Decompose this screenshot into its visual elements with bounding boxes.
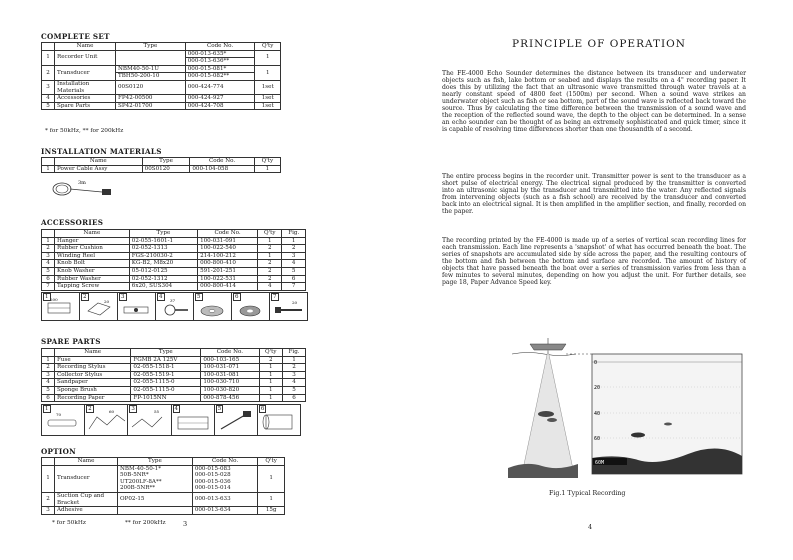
paragraph-1: The FE-4000 Echo Sounder determines the distance between its transducer and underwater objects such as fish, lake bottom or seabed and displays the results on a 4" recording paper. It does this by utilizing the fact that an ultrasonic wave transmitted through water travels at a nearly constant speed of 4800 feet (1500m) per second. When a sound wave strikes an underwater object such as fish or sea bottom, part of the sound wave is reflected back toward the source. Thus by calculating the time difference between the transmission of a sound wave and the reception of the reflected sound wave, the depth to the object can be determined. In a sense an echo sounder can be thought of as being an extremely sophisticated and quick timer, since it is capable of resolving time differences shorter than one thousandth of a second. bbox=[442, 70, 746, 133]
table-row: 1 Power Cable Assy 00S0120 000-104-058 1 bbox=[42, 165, 281, 173]
table-row: 6 Rubber Washer 02-052-1312 100-022-531 2 6 bbox=[42, 275, 306, 283]
table-row: 4 Sandpaper 02-055-1115-0 100-030-710 1 4 bbox=[42, 379, 306, 387]
figure-caption: Fig.1 Typical Recording bbox=[549, 490, 626, 497]
col-name: Name bbox=[55, 43, 116, 51]
svg-text:200: 200 bbox=[50, 297, 58, 302]
table-row: 1 Hanger 02-055-1601-1 100-031-091 1 1 bbox=[42, 237, 306, 245]
table-row: 3 Adhesive 000-013-634 15g bbox=[42, 507, 285, 515]
table-row: 2 Suction Cup and Bracket OP02-15 000-013-633 1 bbox=[42, 492, 285, 506]
cable-length-label: 3m bbox=[78, 180, 86, 186]
svg-text:55: 55 bbox=[154, 409, 160, 414]
spare-parts-table: Name Type Code No. Q'ty Fig. 1 Fuse FGMB 2A 125V 000-103-165 2 1 2 Recording Stylus 02-055-1518-1 100-031-071 1 2 3 Collector Stylus 02-055-1519-1 100-031-081 1 3 4 Sandpaper 02-055-1115-0 100-030-710 1 4 5 Sponge Brush 02-055-1115-0 100-030-820 1 5 6 Recording Paper FP-1015NN 000-878-456 1 6 bbox=[41, 348, 306, 402]
installation-heading: INSTALLATION MATERIALS bbox=[41, 147, 162, 156]
echo-recording-figure bbox=[508, 336, 748, 478]
table-row: 1 Transducer NBM-40-50-1* 000-015-083 1 bbox=[42, 465, 285, 472]
depth-label-60: 60 bbox=[594, 436, 601, 442]
page-title: PRINCIPLE OF OPERATION bbox=[512, 38, 686, 50]
option-note-50khz: * for 50kHz bbox=[52, 520, 86, 526]
table-row: 1 Recorder Unit 000-013-635* 1 bbox=[42, 50, 281, 58]
installation-table: Name Type Code No. Q'ty 1 Power Cable Assy 00S0120 000-104-058 1 bbox=[41, 157, 281, 173]
complete-set-note: * for 50kHz, ** for 200kHz bbox=[45, 128, 124, 134]
table-row: 2 Rubber Cushion 02-052-1313 100-022-540 2 2 bbox=[42, 245, 306, 253]
depth-label-0: 0 bbox=[594, 360, 598, 366]
spare-parts-heading: SPARE PARTS bbox=[41, 337, 101, 346]
depth-label-20: 20 bbox=[594, 385, 601, 391]
table-row: 4 Knob Bolt KG-B2, M8x20 000-800-410 2 4 bbox=[42, 260, 306, 268]
col-code: Code No. bbox=[185, 43, 255, 51]
svg-text:70: 70 bbox=[56, 412, 62, 417]
option-note-200khz: ** for 200kHz bbox=[125, 520, 166, 526]
col-type: Type bbox=[116, 43, 186, 51]
accessories-heading: ACCESSORIES bbox=[41, 218, 104, 227]
depth-label-40: 40 bbox=[594, 411, 601, 417]
complete-set-table: Name Type Code No. Q'ty 1 Recorder Unit 000-013-635* 1 000-013-636** 2 Transducer NBM40-50-1U 000-015-081* 1 TBH50-200-10 000-015-082** 3 Installation Materials 00S0120 000-424-774 1set 4 Accessories FP42-00500 000-424-927 1set 5 Spare Parts SP42-01700 000-424-708 1set bbox=[41, 42, 281, 110]
option-table: Name Type Code No. Q'ty 1 Transducer NBM-40-50-1* 000-015-083 1 50B-5NR* 000-015-028 UT200LF-8A** 000-015-036 200B-5NR** 000-015-014 2 Suction Cup and Bracket OP02-15 000-013-633 1 3 Adhesive 000-013-634 15g bbox=[41, 457, 285, 515]
table-row: 3 Installation Materials 00S0120 000-424-774 1set bbox=[42, 80, 281, 94]
table-row: 6 Recording Paper FP-1015NN 000-878-456 1 6 bbox=[42, 394, 306, 402]
table-row: 1 Fuse FGMB 2A 125V 000-103-165 2 1 bbox=[42, 356, 306, 364]
depth-readout: 60M bbox=[595, 460, 605, 466]
svg-text:20: 20 bbox=[292, 300, 298, 305]
spare-parts-figures: 1 70 2 60 3 55 4 5 6 bbox=[41, 404, 301, 436]
option-heading: OPTION bbox=[41, 447, 77, 456]
table-row: 2 Recording Stylus 02-055-1518-1 100-031-071 1 2 bbox=[42, 364, 306, 372]
power-cable-illustration bbox=[50, 176, 120, 198]
paragraph-2: The entire process begins in the recorder unit. Transmitter power is sent to the transducer as a short pulse of electrical energy. The electrical signal produced by the transmitter is converted into an ultrasonic signal by the transducer and transmitted into the water. Any reflected signals from intervening objects (such as a fish school) are received by the transducer and converted back into an electrical signal. It is then amplified in the amplifier section, and finally, recorded on the paper. bbox=[442, 173, 746, 215]
left-page-number: 3 bbox=[183, 520, 188, 528]
table-row: 3 Winding Reel FGS-210030-2 214-100-212 1 3 bbox=[42, 252, 306, 260]
table-row: 3 Collector Stylus 02-055-1519-1 100-031-081 1 3 bbox=[42, 371, 306, 379]
table-row: 7 Tapping Screw 6x20, SUS304 000-800-414 4 7 bbox=[42, 283, 306, 291]
complete-set-heading: COMPLETE SET bbox=[41, 32, 110, 41]
svg-text:60: 60 bbox=[109, 409, 115, 414]
col-qty: Q'ty bbox=[255, 43, 281, 51]
accessories-table: Name Type Code No. Q'ty Fig. 1 Hanger 02-055-1601-1 100-031-091 1 1 2 Rubber Cushion 02-052-1313 100-022-540 2 2 3 Winding Reel FGS-210030-2 214-100-212 1 3 4 Knob Bolt KG-B2, M8x20 000-800-410 2 4 5 Knob Washer 05-012-0125 591-201-251 2 5 6 Rubber Washer 02-052-1312 100-022-531 2 6 7 Tapping Screw 6x20, SUS304 000-800-414 4 7 bbox=[41, 229, 306, 291]
right-page-number: 4 bbox=[588, 523, 593, 531]
table-row: 5 Spare Parts SP42-01700 000-424-708 1set bbox=[42, 102, 281, 110]
table-row: 4 Accessories FP42-00500 000-424-927 1set bbox=[42, 95, 281, 103]
table-row: 5 Knob Washer 05-012-0125 591-201-251 2 5 bbox=[42, 267, 306, 275]
accessories-figures: 1 200 2 20 3 4 37 5 6 7 20 bbox=[41, 292, 308, 321]
svg-text:20: 20 bbox=[104, 299, 110, 304]
svg-text:37: 37 bbox=[170, 298, 176, 303]
paragraph-3: The recording printed by the FE-4000 is made up of a series of vertical scan recording lines for each transmission. Each line represents a 'snapshot' of what has occurred beneath the boat. The series of snapshots are accumulated side by side across the paper, and the resulting contours of the bottom and fish between the bottom and surface are recorded. The amount of history of objects that have passed beneath the boat over a series of transmission varies from less than a few minutes to several minutes, depending on how you adjust the unit. For further details, see page 18, Paper Advance Speed key. bbox=[442, 237, 746, 286]
table-row: 5 Sponge Brush 02-055-1115-0 100-030-820 1 5 bbox=[42, 386, 306, 394]
table-row: 2 Transducer NBM40-50-1U 000-015-081* 1 bbox=[42, 65, 281, 73]
